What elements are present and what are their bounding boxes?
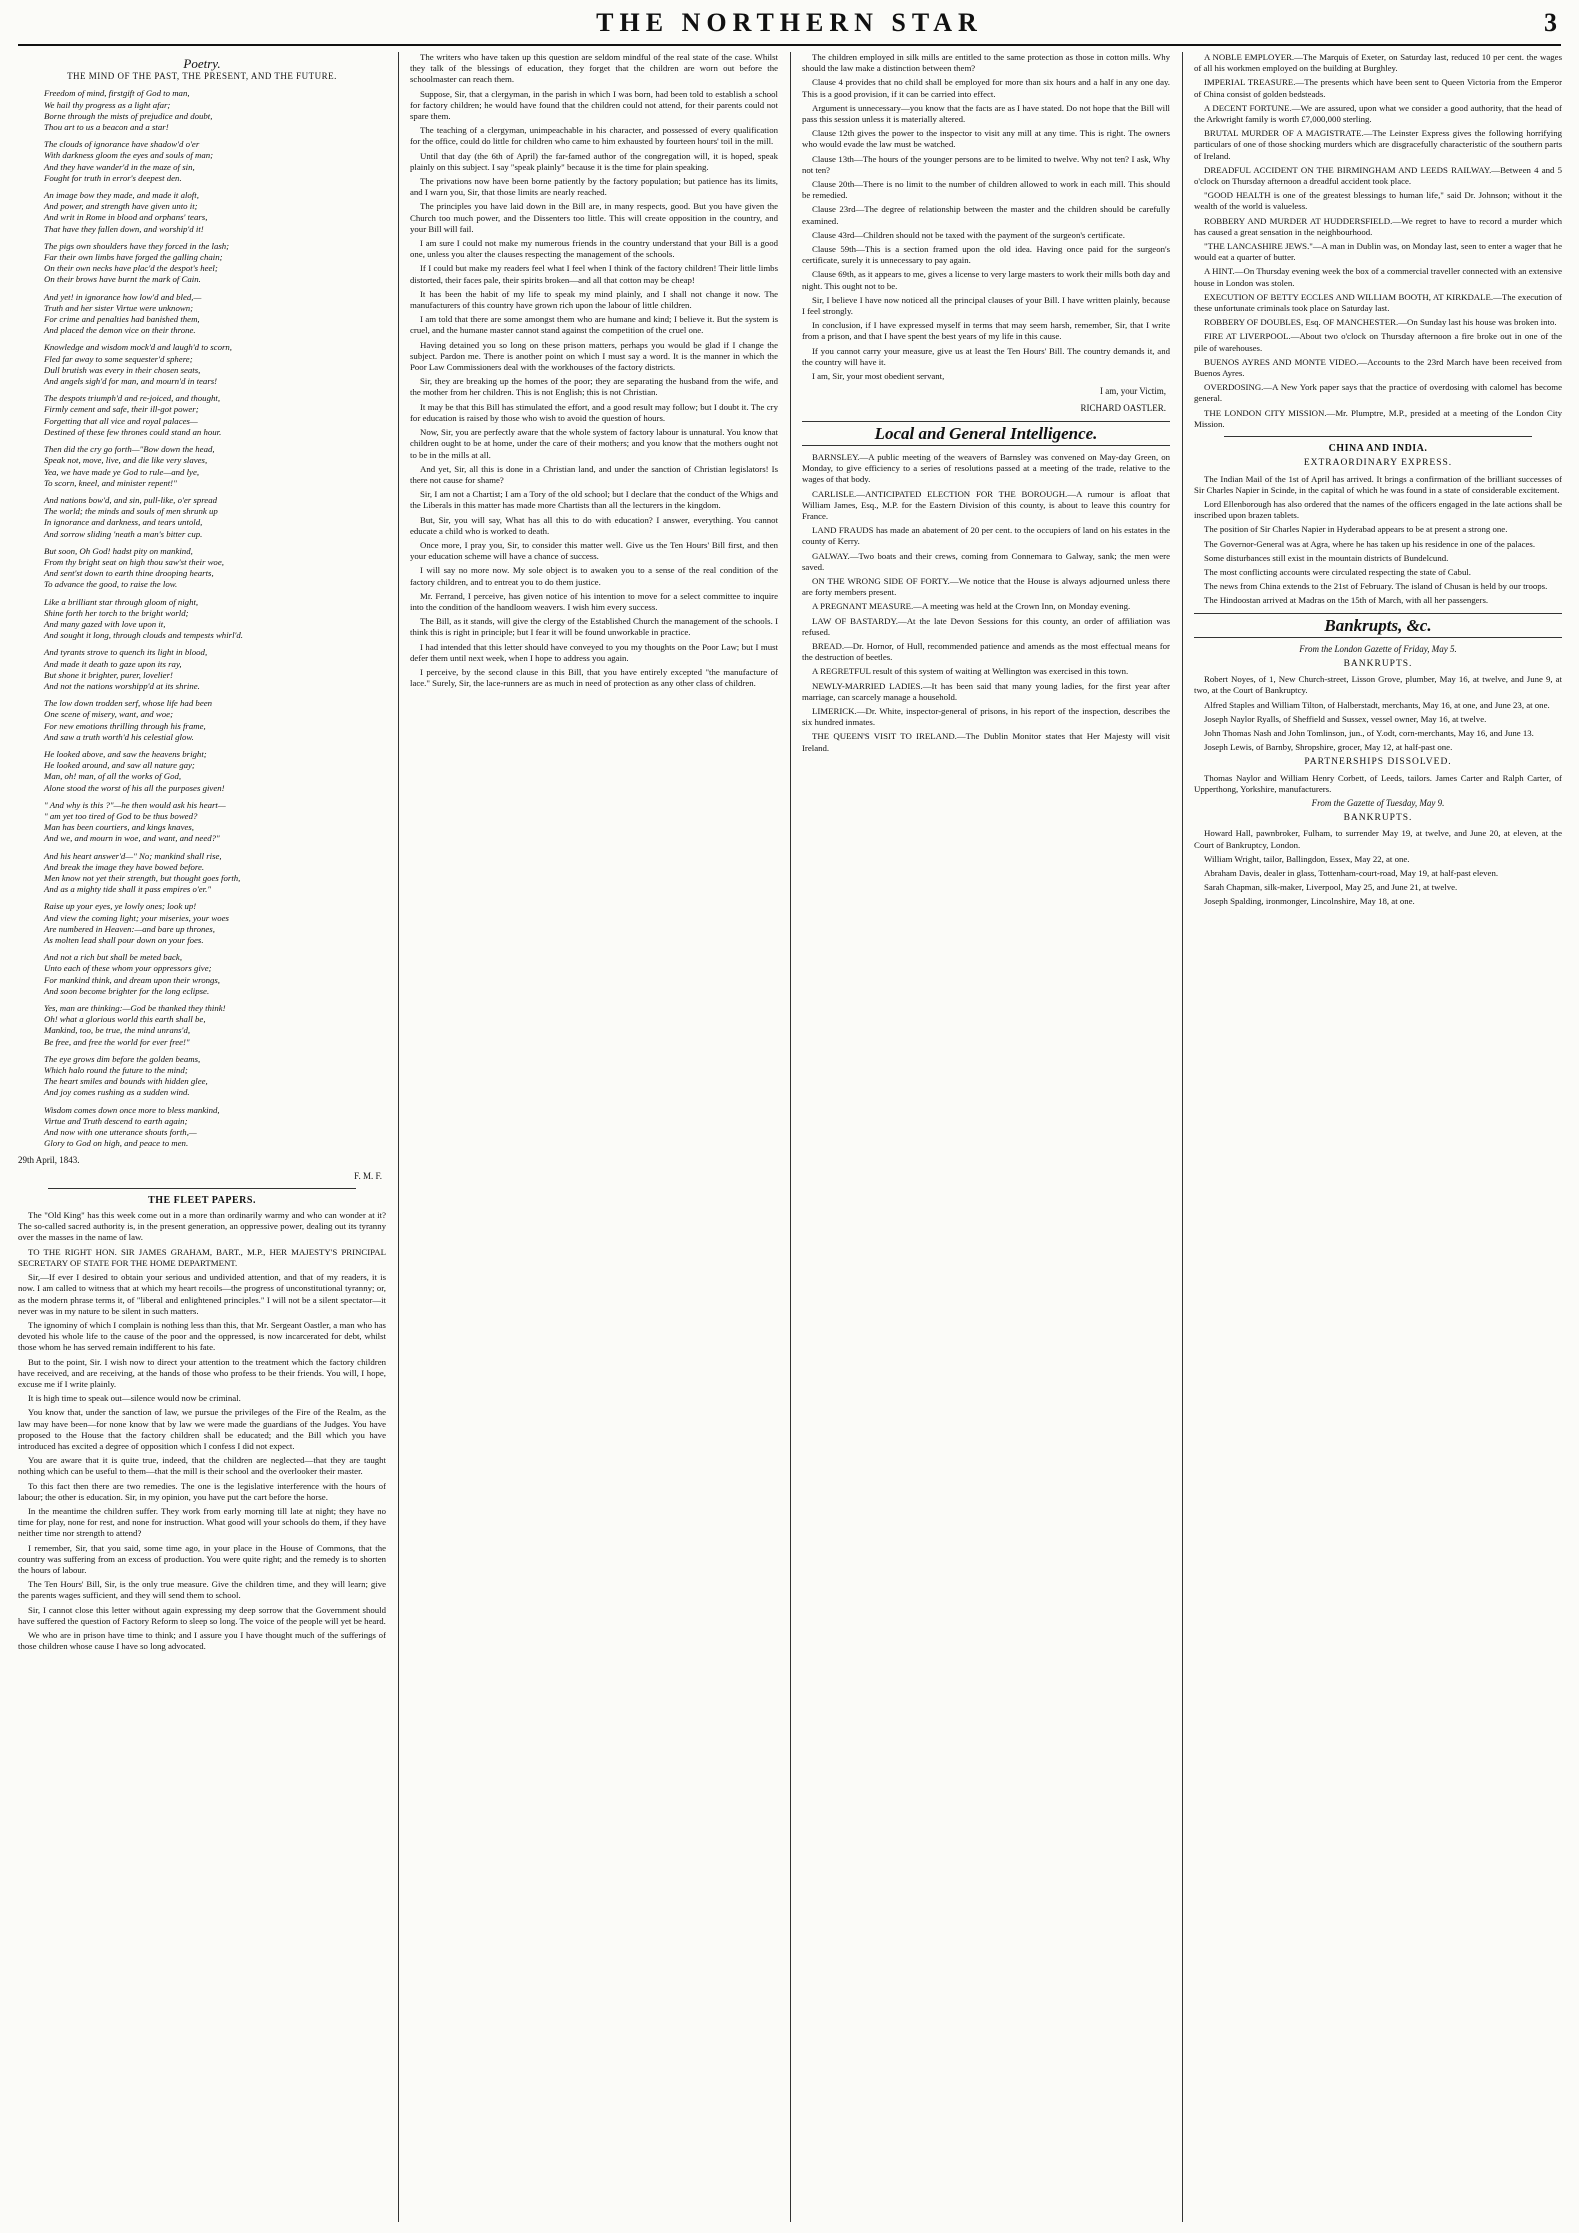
poem-line: And joy comes rushing as a sudden wind. — [44, 1087, 190, 1098]
article-paragraph: I am, Sir, your most obedient servant, — [812, 371, 945, 382]
gazette-source: From the London Gazette of Friday, May 5. — [1299, 643, 1457, 654]
article-paragraph: Sir, I believe I have now noticed all the principal clauses of your Bill. I have written plainly, because I feel strongly. — [802, 294, 1170, 317]
news-item: A NOBLE EMPLOYER.—The Marquis of Exeter, on Saturday last, reduced 10 per cent. the wages of all his workmen employed on the building at Burghley. — [1194, 52, 1562, 74]
poem-line: The eye grows dim before the golden beams, — [44, 1053, 201, 1064]
poem-title: THE MIND OF THE PAST, THE PRESENT, AND THE FUTURE. — [67, 71, 337, 82]
fleet-papers-continued — [802, 52, 1170, 382]
poem-line: For crime and penalties had banished them, — [44, 314, 200, 325]
poem-line: Alone stood the worst of his all the purposes given! — [44, 782, 225, 793]
poem-line: Then did the cry go forth—"Bow down the head, — [44, 444, 215, 455]
news-item: LIMERICK.—Dr. White, inspector-general of prisons, in his report of the inspection, describes the six hundred inmates. — [802, 705, 1170, 728]
divider — [1194, 613, 1562, 614]
bankrupt-entry: Joseph Lewis, of Barnby, Shropshire, grocer, May 12, at half-past one. — [1204, 742, 1453, 753]
poem-stanza — [18, 851, 386, 896]
news-item: THE QUEEN'S VISIT TO IRELAND.—The Dublin Monitor states that Her Majesty will visit Ireland. — [802, 731, 1170, 753]
article-paragraph: Clause 4 provides that no child shall be employed for more than six hours and a half in any one day. This is a good provision, if it can be carried into effect. — [802, 77, 1170, 99]
article-paragraph: You are aware that it is quite true, indeed, that the children are neglected—that they are taught nothing which can be useful to them—that the mill is their school and the overlooker their master. — [18, 1455, 386, 1477]
column-1 — [18, 52, 386, 2222]
column-3 — [802, 52, 1170, 2222]
partnerships-text: Thomas Naylor and William Henry Corbett, of Leeds, tailors. James Carter and Ralph Carter, of Upperthong, Yorkshire, manufacturers. — [1194, 772, 1562, 794]
news-item: "THE LANCASHIRE JEWS."—A man in Dublin was, on Monday last, seen to enter a wager that he would eat a quarter of butter. — [1194, 241, 1562, 263]
news-item: FIRE AT LIVERPOOL.—About two o'clock on Thursday afternoon a fire broke out in one of the pile of warehouses. — [1194, 331, 1562, 353]
poem-line: " am yet too tired of God to be thus bowed? — [44, 810, 198, 821]
partnerships-heading: PARTNERSHIPS DISSOLVED. — [1304, 757, 1452, 768]
column-rule — [398, 52, 399, 2222]
poem-stanza — [18, 698, 386, 743]
poetry-heading: Poetry. — [183, 56, 221, 71]
bankrupts-subheading: BANKRUPTS. — [1343, 658, 1413, 669]
page-number: 3 — [1544, 8, 1557, 37]
article-paragraph: In conclusion, if I have expressed myself in terms that may seem harsh, remember, Sir, that I write from a prison, and that I have spent the best years of my life in this cause. — [802, 320, 1170, 342]
column-rule — [1182, 52, 1183, 2222]
news-item: BUENOS AYRES AND MONTE VIDEO.—Accounts to the 23rd March have been received from Buenos Ayres. — [1194, 356, 1562, 379]
poem-line: And sent'st down to earth thine drooping hearts, — [44, 568, 214, 579]
poem-stanza — [18, 1105, 386, 1150]
poem-line: And writ in Rome in blood and orphans' tears, — [44, 212, 208, 223]
article-paragraph: I am sure I could not make my numerous friends in the country understand that your Bill is a good one, unless you alter the clauses respecting the management of the schools. — [410, 238, 778, 260]
bankrupt-entry: Joseph Spalding, ironmonger, Lincolnshire, May 18, at one. — [1204, 896, 1415, 907]
poem-initials: F. M. F. — [354, 1170, 382, 1181]
article-paragraph: It is high time to speak out—silence would now be criminal. — [28, 1393, 241, 1404]
news-item: ROBBERY OF DOUBLES, Esq. OF MANCHESTER.—On Sunday last his house was broken into. — [1204, 317, 1557, 328]
poem-stanza — [18, 800, 386, 845]
news-item: NEWLY-MARRIED LADIES.—It has been said that many young ladies, for the first year after marriage, can scarcely manage a household. — [802, 680, 1170, 702]
poem-stanza — [18, 393, 386, 438]
poem-stanza — [18, 597, 386, 642]
poem-stanza — [18, 139, 386, 184]
poem-line: The clouds of ignorance have shadow'd o'er — [44, 139, 200, 150]
column-2-body — [410, 52, 778, 689]
poem-line: Which halo round the future to the mind; — [44, 1065, 188, 1076]
poem-line: And as a mighty tide shall it pass empires o'er." — [44, 884, 212, 895]
news-item: A DECENT FORTUNE.—We are assured, upon what we consider a good authority, that the head of the Arkwright family is worth £7,000,000 sterling. — [1194, 102, 1562, 125]
article-paragraph: The Bill, as it stands, will give the clergy of the Established Church the management of the schools. I think this is right in principle; but I fear it will be found unworkable in practice. — [410, 616, 778, 638]
poem-line: Man, oh! man, of all the works of God, — [44, 771, 182, 782]
china-india-body — [1194, 474, 1562, 607]
poem-line: On their own necks have plac'd the despot's heel; — [44, 263, 218, 274]
divider — [802, 445, 1170, 446]
poem-stanza — [18, 190, 386, 235]
poem-line: And nations bow'd, and sin, pull-like, o'er spread — [44, 494, 218, 505]
poem-line: Freedom of mind, firstgift of God to man, — [44, 88, 190, 99]
poem-line: Like a brilliant star through gloom of night, — [44, 596, 199, 607]
poem-stanza — [18, 241, 386, 286]
news-item: THE LONDON CITY MISSION.—Mr. Plumptre, M.P., presided at a meeting of the London City Mission. — [1194, 407, 1562, 429]
author-signature: RICHARD OASTLER. — [1080, 403, 1166, 414]
article-paragraph: I am told that there are some amongst them who are humane and kind; I believe it. But the system is cruel, and the humane master cannot stand against the competition of the cruel one. — [410, 314, 778, 336]
poem-line: Fled far away to some sequester'd sphere; — [44, 353, 193, 364]
poem-line: We hail thy progress as a light afar; — [44, 99, 171, 110]
poem-date: 29th April, 1843. — [18, 1155, 80, 1166]
news-item: CARLISLE.—ANTICIPATED ELECTION FOR THE BOROUGH.—A rumour is afloat that William James, Esq., M.P. for the Eastern Division of this county, is about to leave this country for France. — [802, 488, 1170, 521]
article-paragraph: Clause 13th—The hours of the younger persons are to be limited to twelve. Why not ten? I ask, Why not ten? — [802, 153, 1170, 175]
poem-line: Thou art to us a beacon and a star! — [44, 122, 169, 133]
gazette-source-tuesday: From the Gazette of Tuesday, May 9. — [1311, 797, 1445, 808]
poem-body — [18, 88, 386, 1149]
poem-line: Yes, man are thinking:—God be thanked they think! — [44, 1003, 226, 1014]
bankrupts-subheading-tuesday: BANKRUPTS. — [1343, 813, 1413, 824]
columns — [18, 52, 1561, 2222]
local-intelligence-body — [802, 452, 1170, 754]
article-paragraph: The most conflicting accounts were circulated respecting the state of Cabul. — [1204, 566, 1471, 577]
poem-line: And not a rich but shall be meted back, — [44, 952, 183, 963]
article-paragraph: I remember, Sir, that you said, some time ago, in your place in the House of Commons, that the country was suffering from an excess of production. You were quite right; and the remedy is to shorten the hours of labour. — [18, 1542, 386, 1575]
poem-line: And yet! in ignorance how low'd and bled,— — [44, 291, 202, 302]
poem-line: Man has been courtiers, and kings knaves, — [44, 822, 195, 833]
poem-stanza — [18, 952, 386, 997]
poem-stanza — [18, 342, 386, 387]
article-paragraph: You know that, under the sanction of law, we pursue the privileges of the Fire of the Realm, as the law may have been—for none know that by law we were made the guardians of the Judges. You have proposed to the House that the factory children shall be educated; and the Bill which you have introduced has excited a degree of opposition which I confess I did not expect. — [18, 1407, 386, 1451]
article-paragraph: Clause 12th gives the power to the inspector to visit any mill at any time. This is right. The owners who would evade the law must be watched. — [802, 128, 1170, 150]
china-india-subheading: EXTRAORDINARY EXPRESS. — [1303, 458, 1453, 469]
news-items — [1194, 52, 1562, 430]
article-paragraph: If I could but make my readers feel what I feel when I think of the factory children! Their little limbs distorted, their faces pale, their spirits broken—and all that cotton may be cheap! — [410, 263, 778, 285]
news-item: A HINT.—On Thursday evening week the box of a commercial traveller connected with an extensive house in London was stolen. — [1194, 266, 1562, 288]
news-item: A PREGNANT MEASURE.—A meeting was held at the Crown Inn, on Monday evening. — [812, 601, 1131, 612]
divider — [802, 421, 1170, 422]
news-item: LAW OF BASTARDY.—At the late Devon Sessions for this county, an order of affiliation was refused. — [802, 615, 1170, 637]
article-paragraph: And yet, Sir, all this is done in a Christian land, and under the sanction of Christian legislators! Is there not cause for shame? — [410, 463, 778, 485]
news-item: A REGRETFUL result of this system of waiting at Wellington was exercised in this town. — [812, 666, 1129, 677]
poem-line: Oh! what a glorious world this earth shall be, — [44, 1014, 206, 1025]
article-paragraph: The ignominy of which I complain is nothing less than this, that Mr. Sergeant Oastler, a man who has devoted his whole life to the cause of the poor and the oppressed, is now incarcerated for debt, whilst those whom he has served remain indifferent to his fate. — [18, 1319, 386, 1353]
poem-line: Mankind, too, be true, the mind unrans'd, — [44, 1025, 191, 1036]
article-paragraph: Clause 69th, as it appears to me, gives a license to very large masters to work their mills both day and night. This ought not to be. — [802, 269, 1170, 291]
article-paragraph: The news from China extends to the 21st of February. The island of Chusan is held by our troops. — [1204, 581, 1548, 592]
poem-line: In ignorance and darkness, and tears untold, — [44, 517, 203, 528]
poem-line: And soon become brighter for the long eclipse. — [44, 985, 210, 996]
news-item: BREAD.—Dr. Hornor, of Hull, recommended patience and amends as the most effectual means for the destruction of beetles. — [802, 640, 1170, 663]
divider — [1224, 436, 1532, 437]
divider — [1194, 637, 1562, 638]
poem-line: And now with one utterance shouts forth,— — [44, 1127, 197, 1138]
bankrupts-list — [1194, 674, 1562, 753]
article-paragraph: Argument is unnecessary—you know that the facts are as I have stated. Do not hope that the Bill will pass this session unless it is materially altered. — [802, 102, 1170, 125]
poem-line: Dull brutish was every in their chosen seats, — [44, 364, 201, 375]
poem-line: And break the image they have bowed before. — [44, 861, 205, 872]
article-paragraph: The principles you have laid down in the Bill are, in many respects, good. But you have given the Church too much power, and the Dissenters too little. This will create opposition in the country, and your Bill will fail. — [410, 201, 778, 234]
poem-line: And angels sigh'd for man, and mourn'd in tears! — [44, 376, 218, 387]
bankrupt-entry: Howard Hall, pawnbroker, Fulham, to surrender May 19, at twelve, and June 20, at eleven, at the Court of Bankruptcy, London. — [1194, 828, 1562, 850]
poem-line: He looked around, and saw all nature gay; — [44, 760, 195, 771]
article-paragraph: Once more, I pray you, Sir, to consider this matter well. Give us the Ten Hours' Bill first, and then your education scheme will have a chance of success. — [410, 539, 778, 562]
poem-line: And power, and strength have given unto it; — [44, 201, 198, 212]
article-paragraph: Having detained you so long on these prison matters, perhaps you would be glad if I change the subject. Pardon me. There is another point on which I must say a word. It is the manner in which the Poor Law Commissioners deal with the workhouses of the factory districts. — [410, 339, 778, 373]
poem-line: One scene of misery, want, and woe; — [44, 709, 173, 720]
poem-line: And saw a truth worth'd his celestial glow. — [44, 731, 194, 742]
poem-line: Speak not, move, live, and die like very slaves, — [44, 455, 208, 466]
poem-line: On their brows have burnt the mark of Cain. — [44, 274, 201, 285]
china-india-heading: CHINA AND INDIA. — [1328, 443, 1428, 455]
poem-line: " And why is this ?"—he then would ask his heart— — [44, 799, 226, 810]
divider — [48, 1188, 356, 1189]
poem-line: But shone it brighter, purer, lovelier! — [44, 669, 173, 680]
article-paragraph: Sir,—If ever I desired to obtain your serious and undivided attention, and that of my readers, it is now. I am called to witness that at which my heart recoils—the progress of unconstitutional tyranny; or, as the modern phrase terms it, of "liberal and enlightened principles." I will not be a silent spectator—it never was in my nature to be silent in such matters. — [18, 1272, 386, 1316]
article-paragraph: TO THE RIGHT HON. SIR JAMES GRAHAM, BART., M.P., HER MAJESTY'S PRINCIPAL SECRETARY OF STATE FOR THE HOME DEPARTMENT. — [18, 1246, 386, 1268]
poem-line: To scorn, kneel, and minister repent!" — [44, 477, 177, 488]
article-paragraph: The teaching of a clergyman, unimpeachable in his character, and possessed of every qualification for the office, could do little for children who came to him exhausted by fourteen hours' toil in the mill. — [410, 125, 778, 147]
bankrupt-entry: William Wright, tailor, Ballingdon, Essex, May 22, at one. — [1204, 853, 1410, 864]
article-paragraph: Lord Ellenborough has also ordered that the names of the officers engaged in the late actions shall be inscribed upon brazen tablets. — [1194, 498, 1562, 521]
article-paragraph: In the meantime the children suffer. They work from early morning till late at night; they have no time for play, none for rest, and none for instruction. What good will your schools do them, if they have neither time nor strength to attend? — [18, 1505, 386, 1539]
poem-line: Unto each of these whom your oppressors give; — [44, 963, 212, 974]
bankrupt-entry: Joseph Naylor Ryalls, of Sheffield and Sussex, vessel owner, May 16, at twelve. — [1204, 713, 1487, 724]
poem-line: Borne through the mists of prejudice and doubt, — [44, 110, 213, 121]
fleet-papers-body — [18, 1210, 386, 1652]
poem-line: Be free, and free the world for ever free!" — [44, 1036, 190, 1047]
bankrupts-list-tuesday — [1194, 828, 1562, 907]
article-paragraph: I had intended that this letter should have conveyed to you my thoughts on the Poor Law; but I must defer them until next week, when I hope to address you again. — [410, 641, 778, 663]
poem-line: He looked above, and saw the heavens bright; — [44, 748, 207, 759]
column-4 — [1194, 52, 1562, 2222]
article-paragraph: Now, Sir, you are perfectly aware that the whole system of factory labour is unnatural. You know that children ought to be at home, under the care of their mothers; and you know that the mothers ought not to be in the mills at all. — [410, 427, 778, 460]
article-paragraph: I perceive, by the second clause in this Bill, that you have entirely excepted "the manufacture of lace." Surely, Sir, the lace-runners are as much in need of protection as any other class of children. — [410, 666, 778, 689]
poem-line: Forgetting that all vice and royal palaces— — [44, 415, 198, 426]
poem-line: Virtue and Truth descend to earth again; — [44, 1115, 188, 1126]
local-intelligence-heading: Local and General Intelligence. — [874, 423, 1098, 443]
article-paragraph: Clause 43rd—Children should not be taxed with the payment of the surgeon's certificate. — [812, 229, 1125, 240]
article-paragraph: We who are in prison have time to think; and I assure you I have thought much of the sufferings of those children whose cause I have so long advocated. — [18, 1629, 386, 1652]
article-paragraph: The privations now have been borne patiently by the factory population; but patience has its limits, and I warn you, Sir, that those limits are nearly reached. — [410, 176, 778, 198]
column-rule — [790, 52, 791, 2222]
article-paragraph: Mr. Ferrand, I perceive, has given notice of his intention to move for a select committee to inquire into the condition of the handloom weavers. I wish him every success. — [410, 590, 778, 612]
poem-line: And made it death to gaze upon its ray, — [44, 658, 182, 669]
news-item: "GOOD HEALTH is one of the greatest blessings to human life," said Dr. Johnson; without it the wealth of the world is valueless. — [1194, 190, 1562, 212]
poem-line: For new emotions thrilling through his frame, — [44, 720, 206, 731]
poem-line: As molten lead shall pour down on your foes. — [44, 935, 204, 946]
poem-line: And his heart answer'd—" No; mankind shall rise, — [44, 850, 222, 861]
poem-line: And we, and mourn in woe, and want, and need?" — [44, 833, 220, 844]
masthead — [18, 8, 1561, 46]
article-paragraph: The Indian Mail of the 1st of April has arrived. It brings a confirmation of the brilliant successes of Sir Charles Napier in Scinde, in the capital of which he was found in a state of considerable excitement. — [1194, 473, 1562, 495]
column-2 — [410, 52, 778, 2222]
article-paragraph: Some disturbances still exist in the mountain districts of Bundelcund. — [1204, 552, 1449, 563]
poem-line: And they have wander'd in the maze of sin, — [44, 161, 195, 172]
bankrupt-entry: Sarah Chapman, silk-maker, Liverpool, May 25, and June 21, at twelve. — [1204, 882, 1458, 893]
news-item: LAND FRAUDS has made an abatement of 20 per cent. to the occupiers of land on his estates in the county of Kerry. — [802, 525, 1170, 547]
article-paragraph: The position of Sir Charles Napier in Hyderabad appears to be at present a strong one. — [1204, 524, 1508, 535]
article-paragraph: Sir, they are breaking up the homes of the poor; they are separating the husband from the wife, and the mother from her children. This is not English; this is not Christian. — [410, 376, 778, 398]
poem-stanza — [18, 647, 386, 692]
article-paragraph: To this fact then there are two remedies. The one is the legislative interference with the hours of labour; the other is education. Sir, in my opinion, you have put the cart before the horse. — [18, 1480, 386, 1502]
news-item: BARNSLEY.—A public meeting of the weavers of Barnsley was convened on May-day Green, on Monday, to give efficiency to a series of resolutions passed at a meeting of the trade, relative to the wages of that body. — [802, 451, 1170, 485]
news-item: ROBBERY AND MURDER AT HUDDERSFIELD.—We regret to have to record a murder which has caused a great sensation in the neighbourhood. — [1194, 215, 1562, 237]
article-paragraph: The Ten Hours' Bill, Sir, is the only true measure. Give the children time, and they will learn; give the parents wages sufficient, and they will send them to school. — [18, 1579, 386, 1601]
poem-stanza — [18, 749, 386, 794]
article-paragraph: Clause 20th—There is no limit to the number of children allowed to work in each mill. This should be remedied. — [802, 179, 1170, 201]
poem-line: And sought it long, through clouds and tempests whirl'd. — [44, 630, 243, 641]
poem-line: The world; the minds and souls of men shrunk up — [44, 506, 218, 517]
article-paragraph: But to the point, Sir. I wish now to direct your attention to the treatment which the factory children have received, and are receiving, at the hands of those who profess to be their friends. You will, I hope, excuse me if I write plainly. — [18, 1356, 386, 1389]
signoff: I am, your Victim, — [1099, 386, 1166, 397]
poem-line: Wisdom comes down once more to bless mankind, — [44, 1104, 220, 1115]
poem-line: The low down trodden serf, whose life had been — [44, 698, 213, 709]
bankrupt-entry: Robert Noyes, of 1, New Church-street, Lisson Grove, plumber, May 16, at twelve, and June 9, at two, at the Court of Bankruptcy. — [1194, 674, 1562, 696]
poem-line: Fought for truth in error's deepest den. — [44, 172, 182, 183]
bankrupt-entry: Alfred Staples and William Tilton, of Halberstadt, merchants, May 16, at one, and June 23, at one. — [1204, 699, 1550, 710]
news-item: BRUTAL MURDER OF A MAGISTRATE.—The Leinster Express gives the following horrifying particulars of one of those shocking murders which are disgracefully characteristic of the southern parts of Ireland. — [1194, 128, 1562, 161]
poem-stanza — [18, 444, 386, 489]
newspaper-title: THE NORTHERN STAR — [596, 8, 983, 37]
poem-line: The heart smiles and bounds with hidden glee, — [44, 1076, 208, 1087]
article-paragraph: But, Sir, you will say, What has all this to do with education? I answer, everything. You cannot educate a child who is worked to death. — [410, 514, 778, 536]
poem-line: But soon, Oh God! hadst pity on mankind, — [44, 545, 193, 556]
news-item: GALWAY.—Two boats and their crews, coming from Connemara to Galway, sank; the men were saved. — [802, 550, 1170, 572]
article-paragraph: I will say no more now. My sole object is to awaken you to a sense of the real condition of the factory children, and to entreat you to do them justice. — [410, 565, 778, 587]
poem-stanza — [18, 495, 386, 540]
poem-line: And placed the demon vice on their throne. — [44, 325, 196, 336]
poem-line: The pigs own shoulders have they forced in the lash; — [44, 240, 230, 251]
poem-line: To advance the good, to raise the low. — [44, 579, 178, 590]
poem-line: Raise up your eyes, ye lowly ones; look up! — [44, 901, 197, 912]
article-paragraph: It may be that this Bill has stimulated the effort, and a good result may follow; but I doubt it. The cry for education is raised by those who wish to avoid the question of hours. — [410, 401, 778, 423]
article-paragraph: The children employed in silk mills are entitled to the same protection as those in cotton mills. Why should the law make a distinction between them? — [802, 52, 1170, 74]
poem-stanza — [18, 292, 386, 337]
poem-stanza — [18, 901, 386, 946]
poem-line: Shine forth her torch to the bright world; — [44, 607, 189, 618]
poem-line: And sorrow sliding 'neath a man's bitter cup. — [44, 528, 203, 539]
poem-stanza — [18, 546, 386, 591]
news-item: IMPERIAL TREASURE.—The presents which have been sent to Queen Victoria from the Emperor of China consist of golden bedsteads. — [1194, 77, 1562, 99]
article-paragraph: Sir, I am not a Chartist; I am a Tory of the old school; but I declare that the conduct of the Whigs and the Liberals in this matter has made more Chartists than all the lecturers in the kingdom. — [410, 489, 778, 511]
news-item: EXECUTION OF BETTY ECCLES AND WILLIAM BOOTH, AT KIRKDALE.—The execution of these unfortunate criminals took place on Saturday last. — [1194, 291, 1562, 314]
article-paragraph: Suppose, Sir, that a clergyman, in the parish in which I was born, had been told to establish a school for factory children; he would have found that the children could not attend, for their parents could not spare them. — [410, 88, 778, 122]
fleet-papers-heading: THE FLEET PAPERS. — [148, 1194, 256, 1206]
poem-line: And tyrants strove to quench its light in blood, — [44, 647, 208, 658]
poem-line: And view the coming light; your miseries, your woes — [44, 912, 229, 923]
poem-line: Firmly cement and safe, their ill-got power; — [44, 404, 199, 415]
article-paragraph: The writers who have taken up this question are seldom mindful of the real state of the case. Whilst they talk of the blessings of education, they forget that the children are worn out before the schoolmaster can reach them. — [410, 52, 778, 85]
poem-line: From thy bright seat on high thou saw'st their woe, — [44, 556, 224, 567]
poem-line: Far their own limbs have forged the galling chain; — [44, 252, 223, 263]
poem-line: Destined of these few thrones could stand an hour. — [44, 426, 222, 437]
poem-line: Men know not yet their strength, but thought goes forth, — [44, 873, 241, 883]
news-item: OVERDOSING.—A New York paper says that the practice of overdosing with calomel has become general. — [1194, 382, 1562, 404]
poem-line: Truth and her sister Virtue were unknown; — [44, 302, 194, 313]
news-item: ON THE WRONG SIDE OF FORTY.—We notice that the House is always adjourned unless there are forty members present. — [802, 575, 1170, 598]
article-paragraph: Until that day (the 6th of April) the far-famed author of the congregation will, it is hoped, speak plainly on this subject. I say "speak plainly" because it is the time for plain speaking. — [410, 150, 778, 172]
bankrupts-heading: Bankrupts, &c. — [1324, 615, 1432, 635]
poem-line: Are numbered in Heaven:—and bare up thrones, — [44, 923, 215, 934]
poem-stanza — [18, 1003, 386, 1048]
article-paragraph: The Governor-General was at Agra, where he has taken up his residence in one of the palaces. — [1204, 538, 1536, 549]
article-paragraph: The Hindoostan arrived at Madras on the 15th of March, with all her passengers. — [1204, 595, 1489, 606]
bankrupt-entry: John Thomas Nash and John Tomlinson, jun., of Y.odt, corn-merchants, May 16, and June 13. — [1204, 727, 1534, 738]
article-paragraph: If you cannot carry your measure, give us at least the Ten Hours' Bill. The country demands it, and the country will have it. — [802, 345, 1170, 367]
poem-line: Yea, we have made ye God to rule—and lye, — [44, 466, 200, 477]
poem-line: For mankind think, and dream upon their wrongs, — [44, 974, 221, 985]
poem-line: Glory to God on high, and peace to men. — [44, 1138, 189, 1149]
article-paragraph: The "Old King" has this week come out in a more than ordinarily warmy and who can wonder at it? The so-called sacred authority is, in the present generation, an oppressive power, dealing out its tyranny over the masses in the name of law. — [18, 1210, 386, 1243]
article-paragraph: Clause 59th—This is a section framed upon the old idea. Having once paid for the surgeon's certificate, surely it is unnecessary to pay again. — [802, 244, 1170, 266]
poem-line: With darkness gloom the eyes and souls of man; — [44, 150, 214, 161]
article-paragraph: Sir, I cannot close this letter without again expressing my deep sorrow that the Government should have suffered the question of Factory Reform to sleep so long. The voice of the people will yet be heard. — [18, 1604, 386, 1626]
bankrupt-entry: Abraham Davis, dealer in glass, Tottenham-court-road, May 19, at half-past eleven. — [1204, 867, 1499, 878]
poem-stanza — [18, 88, 386, 133]
poem-line: The despots triumph'd and re-joiced, and thought, — [44, 393, 221, 404]
poem-stanza — [18, 1054, 386, 1099]
poem-line: And many gazed with love upon it, — [44, 618, 166, 629]
article-paragraph: It has been the habit of my life to speak my mind plainly, and I shall not change it now. The manufacturers of this country have grown rich upon the labour of little children. — [410, 288, 778, 311]
poem-line: That have they fallen down, and worship'd it! — [44, 223, 204, 234]
news-item: DREADFUL ACCIDENT ON THE BIRMINGHAM AND LEEDS RAILWAY.—Between 4 and 5 o'clock on Thursday afternoon a dreadful accident took place. — [1194, 164, 1562, 187]
poem-line: And not the nations worshipp'd at its shrine. — [44, 680, 200, 691]
poem-line: Knowledge and wisdom mock'd and laugh'd to scorn, — [44, 342, 232, 353]
article-paragraph: Clause 23rd—The degree of relationship between the master and the children should be carefully examined. — [802, 204, 1170, 226]
poem-line: An image bow they made, and made it aloft, — [44, 190, 199, 201]
